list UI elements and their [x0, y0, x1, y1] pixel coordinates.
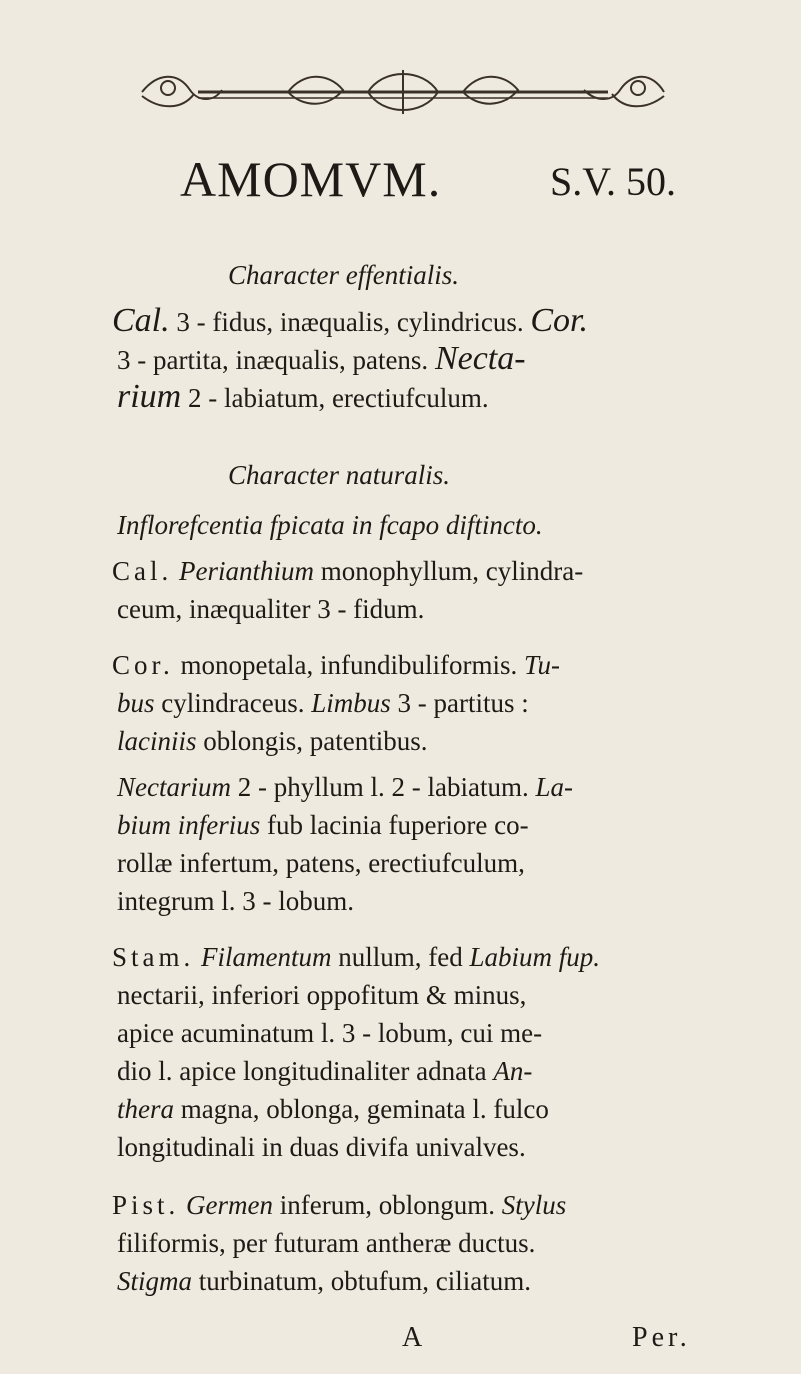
linnaean-class-ref: S.V. 50.: [550, 159, 676, 204]
inflorescence-subheading: Inflorefcentia fpicata in fcapo diftincto.: [117, 510, 543, 540]
stamen-line: thera magna, oblonga, geminata l. fulco: [117, 1094, 549, 1124]
decorative-headpiece-ornament: [138, 62, 668, 122]
calyx-line: ceum, inæqualiter 3 - fidum.: [117, 594, 425, 624]
signature-mark: A: [402, 1322, 423, 1353]
nectary-line: Nectarium 2 - phyllum l. 2 - labiatum. La-: [117, 772, 573, 802]
corolla-line: bus cylindraceus. Limbus 3 - partitus :: [117, 688, 529, 718]
natural-character-heading: Character naturalis.: [228, 460, 451, 490]
corolla-line: Cor. monopetala, infundibuliformis. Tu-: [112, 650, 560, 680]
pistil-line: filiformis, per futuram antheræ ductus.: [117, 1228, 536, 1258]
page-title: AMOMVM.: [180, 151, 442, 207]
pistil-line: Stigma turbinatum, obtufum, ciliatum.: [117, 1266, 531, 1296]
stamen-line: apice acuminatum l. 3 - lobum, cui me-: [117, 1018, 543, 1048]
calyx-line: Cal. Perianthium monophyllum, cylindra-: [112, 556, 584, 586]
stamen-line: Stam. Filamentum nullum, fed Labium fup.: [112, 942, 601, 972]
essential-character-heading: Character effentialis.: [228, 260, 459, 290]
stamen-line: nectarii, inferiori oppofitum & minus,: [117, 980, 527, 1010]
nectary-line: bium inferius fub lacinia fuperiore co-: [117, 810, 529, 840]
catchword: Per.: [632, 1322, 691, 1353]
title-row: [180, 150, 700, 210]
corolla-line: laciniis oblongis, patentibus.: [117, 726, 428, 756]
essential-line: 3 - partita, inæqualis, patens. Necta-: [117, 340, 526, 377]
stamen-line: dio l. apice longitudinaliter adnata An-: [117, 1056, 533, 1086]
essential-line: rium 2 - labiatum, erectiufculum.: [117, 378, 489, 415]
stamen-line: longitudinali in duas divifa univalves.: [117, 1132, 526, 1162]
nectary-line: rollæ infertum, patens, erectiufculum,: [117, 848, 525, 878]
essential-line: Cal. 3 - fidus, inæqualis, cylindricus. Cor.: [112, 302, 588, 339]
pistil-line: Pist. Germen inferum, oblongum. Stylus: [112, 1190, 567, 1220]
nectary-line: integrum l. 3 - lobum.: [117, 886, 354, 916]
